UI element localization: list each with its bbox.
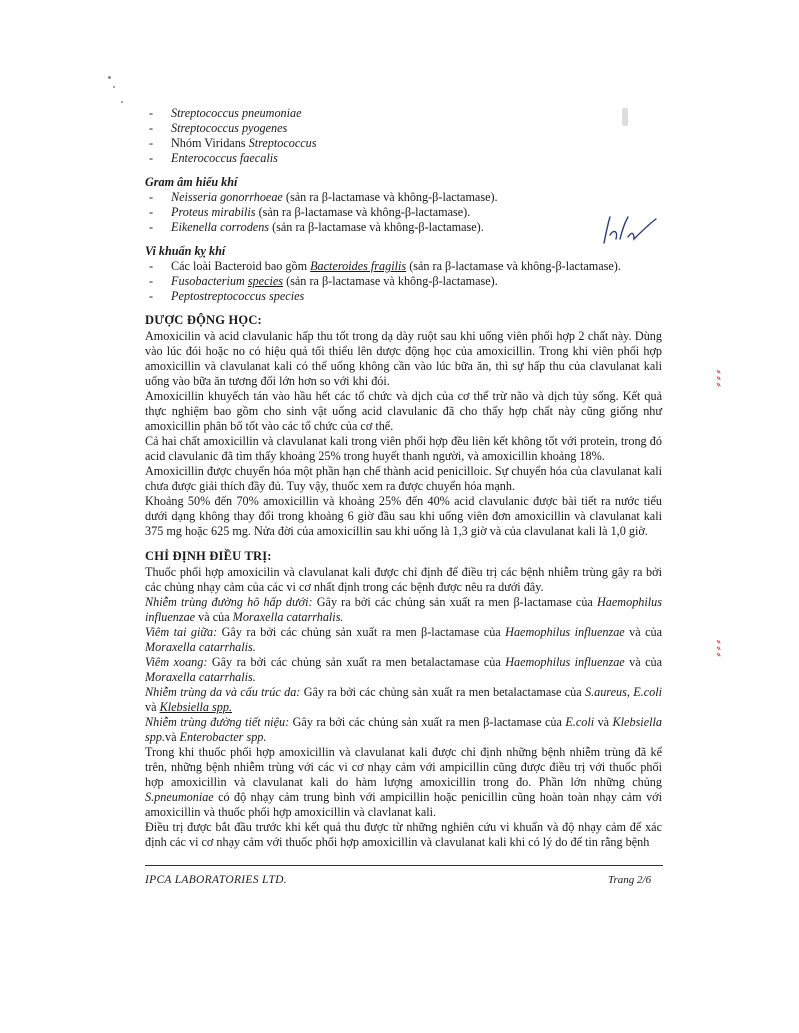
text-run: (sản ra β-lactamase và không-β-lactamase).: [269, 220, 484, 234]
text-run: và: [594, 715, 613, 729]
organism-list-gram-positive: [145, 106, 662, 166]
indication-item: [145, 595, 662, 625]
section-subtitle-gram-negative: Gram âm hiếu khí: [145, 175, 238, 189]
text-run: Peptostreptococcus species: [171, 289, 305, 303]
scan-speck: [108, 76, 111, 79]
text-run: (sản ra β-lactamase và không-β-lactamase).: [406, 259, 621, 273]
paragraph: [145, 820, 662, 850]
indication-item: [145, 655, 662, 685]
text-run: S.aureus, E.coli: [584, 685, 662, 699]
text-run: E.coli: [565, 715, 595, 729]
text-run: và của: [624, 625, 663, 639]
indication-item: [145, 685, 662, 715]
paragraph: Amoxicillin khuyếch tán vào hầu hết các tổ chức và dịch của cơ thể trừ não và dịch tủy sống. Kết quả thực nghiệm bao gồm cho sinh vật uống acid clavulanic đã cho thấy hợp chất này cũng giống như amoxicillin phân bố tốt vào các tổ chức của cơ thể.: [145, 389, 662, 433]
text-run: Streptococcus: [248, 136, 317, 150]
text-run: Moraxella catarrhalis.: [145, 670, 256, 684]
text-run: Gây ra bởi các chủng sản xuất ra men β-lactamase của: [312, 595, 597, 609]
paragraph: Amoxicillin được chuyển hóa một phần hạn chế thành acid penicilloic. Sự chuyển hóa của clavulanat kali chưa được giải thích đầy đủ. Tuy vậy, thuốc xem ra được chuyển hóa mạnh.: [145, 464, 662, 493]
text-run: Streptococcus pneumoniae: [171, 106, 302, 120]
scan-speck: [113, 86, 115, 88]
paragraph: Cả hai chất amoxicillin và clavulanat kali trong viên phối hợp đều liên kết không tốt với protein, trong đó acid clavulanic đã tìm thấy khoảng 25% trong huyết thanh người, và amoxicillin khoảng 18%.: [145, 434, 662, 463]
indication-item: [145, 715, 662, 745]
text-run: S.pneumoniae: [145, 790, 214, 804]
indications-intro: Thuốc phối hợp amoxicilin và clavulanat kali được chỉ định để điều trị các bệnh nhiễm trùng gây ra bởi các chủng nhạy cảm của các vi cơ nhất định trong các bệnh được nêu ra dưới đây.: [145, 565, 662, 594]
list-item: [145, 205, 662, 220]
text-run: Các loài Bacteroid bao gồm: [171, 259, 311, 273]
bullet-dash: -: [149, 106, 154, 120]
text-run: Streptococcus pyogenes: [171, 121, 288, 135]
pharmacokinetics-text: [145, 329, 662, 539]
indications-text: [145, 745, 662, 850]
indication-item: [145, 625, 662, 655]
text-run: Gây ra bởi các chủng sản xuất ra men betalactamase của: [207, 655, 506, 669]
text-run: Moraxella catarrhalis.: [232, 610, 344, 624]
text-run: Haemophilus influenzae: [505, 655, 625, 669]
text-run: Enterobacter spp.: [179, 730, 267, 744]
scan-speck: [121, 101, 123, 103]
text-run: Eikenella corrodens: [171, 220, 270, 234]
footer-company: IPCA LABORATORIES LTD.: [145, 874, 287, 886]
text-run: Haemophilus influenzae: [505, 625, 625, 639]
footer-page-number: Trang 2/6: [608, 874, 652, 886]
list-item: [145, 274, 662, 289]
list-item: [145, 289, 662, 304]
list-item: [145, 151, 662, 166]
list-item: [145, 190, 662, 205]
text-run: và của: [195, 610, 233, 624]
text-run: Klebsiella spp.: [159, 700, 233, 714]
bullet-dash: -: [149, 136, 154, 150]
text-run: Nhóm Viridans: [171, 136, 249, 150]
section-subtitle-anaerobes: Vi khuẩn kỵ khí: [145, 244, 226, 258]
list-item: [145, 121, 662, 136]
indications-list: [145, 595, 662, 745]
text-run: Nhiễm trùng da và cấu trúc da:: [145, 685, 301, 699]
list-item: [145, 136, 662, 151]
bullet-dash: -: [149, 220, 154, 234]
bullet-dash: -: [149, 289, 154, 303]
bullet-dash: -: [149, 151, 154, 165]
text-run: và: [164, 730, 180, 744]
text-run: Bacteroides fragilis: [310, 259, 407, 273]
text-run: và: [145, 700, 160, 714]
bullet-dash: -: [149, 259, 154, 273]
paragraph: Khoảng 50% đến 70% amoxicillin và khoảng 25% đến 40% acid clavulanic được bài tiết ra nước tiểu dưới dạng không thay đổi trong khoảng 6 giờ đầu sau khi uống viên đơn amoxicillin và clavulanat kali 375 mg hoặc 625 mg. Nửa đời của amoxicillin sau khi uống là 1,3 giờ và của clavulanat kali là 1,0 giờ.: [145, 494, 662, 538]
text-run: Nhiễm trùng đường hô hấp dưới:: [145, 595, 313, 609]
text-run: Fusobacterium: [171, 274, 248, 288]
bullet-dash: -: [149, 274, 154, 288]
text-run: (sản ra β-lactamase và không-β-lactamase).: [255, 205, 471, 219]
text-run: Viêm tai giữa:: [145, 625, 218, 639]
bullet-dash: -: [149, 205, 154, 219]
text-run: Gây ra bởi các chủng sản xuất ra men β-lactamase của: [217, 625, 506, 639]
text-run: Nhiễm trùng đường tiết niệu:: [145, 715, 290, 729]
bullet-dash: -: [149, 190, 154, 204]
paragraph: [145, 745, 662, 820]
text-run: Trong khi thuốc phối hợp amoxicillin và clavulanat kali được chỉ định những bệnh nhiễm trùng đã kể trên, những bệnh nhiễm trùng với các vi cơ nhạy cảm với ampicillin cũng được điều trị với thuốc phối hợp amoxicillin và clavulanat kali do hàm lượng amoxicillin trong đo. Phần lớn những chủng: [145, 745, 662, 789]
organism-list-gram-negative: [145, 190, 662, 235]
text-run: Klebsiella spp.: [145, 715, 662, 744]
section-heading-indications: CHỈ ĐỊNH ĐIỀU TRỊ:: [145, 549, 272, 563]
list-item: [145, 259, 662, 274]
text-run: species: [247, 274, 284, 288]
margin-stamp-mark: ⸗ ⸗ ⸗: [713, 640, 725, 657]
organism-list-anaerobes: [145, 259, 662, 304]
text-run: và của: [624, 655, 663, 669]
footer-divider: [145, 865, 663, 866]
list-item: [145, 220, 662, 235]
text-run: (sản ra β-lactamase và không-β-lactamase).: [282, 190, 498, 204]
document-body: [145, 106, 662, 850]
text-run: Viêm xoang:: [145, 655, 208, 669]
margin-stamp-mark: ⸗ ⸗ ⸗: [713, 370, 725, 387]
paragraph: Amoxicilin và acid clavulanic hấp thu tốt trong dạ dày ruột sau khi uống viên phối hợp 2 chất này. Dùng vào lúc đói hoặc no có hiệu quả tối thiểu lên dược động học của amoxicillin. Trong khi viên phối hợp amoxicillin và clavulanat kali có thể uống không cần vào lúc bữa ăn, thì sự hấp thu của clavulanat kali uống vào bữa ăn tương đối lớn hơn so với khi đói.: [145, 329, 662, 388]
section-heading-pharmacokinetics: DƯỢC ĐỘNG HỌC:: [145, 313, 262, 327]
text-run: có độ nhạy cảm trung bình với ampicillin hoặc penicillin cũng hoàn toàn nhạy cảm với amoxicillin và thuốc phối hợp amoxicillin và clavlanat kali.: [145, 790, 662, 819]
text-run: (sản ra β-lactamase và không-β-lactamase).: [283, 274, 498, 288]
text-run: Haemophilus influenzae: [145, 595, 662, 624]
text-run: Enterococcus faecalis: [171, 151, 278, 165]
text-run: Gây ra bởi các chủng sản xuất ra men β-lactamase của: [289, 715, 566, 729]
text-run: Gây ra bởi các chủng sản xuất ra men betalactamase của: [300, 685, 585, 699]
text-run: Điều trị được bắt đầu trước khi kết quả thu được từ những nghiên cứu vi khuẩn và độ nhạy cảm để xác định các vi cơ nhạy cảm với thuốc phối hợp amoxicillin và clavulanat kali khi có lý do để tin rằng bệnh: [145, 820, 662, 849]
list-item: [145, 106, 662, 121]
text-run: Neisseria gonorrhoeae: [171, 190, 283, 204]
text-run: Proteus mirabilis: [171, 205, 256, 219]
text-run: Moraxella catarrhalis.: [145, 640, 256, 654]
bullet-dash: -: [149, 121, 154, 135]
